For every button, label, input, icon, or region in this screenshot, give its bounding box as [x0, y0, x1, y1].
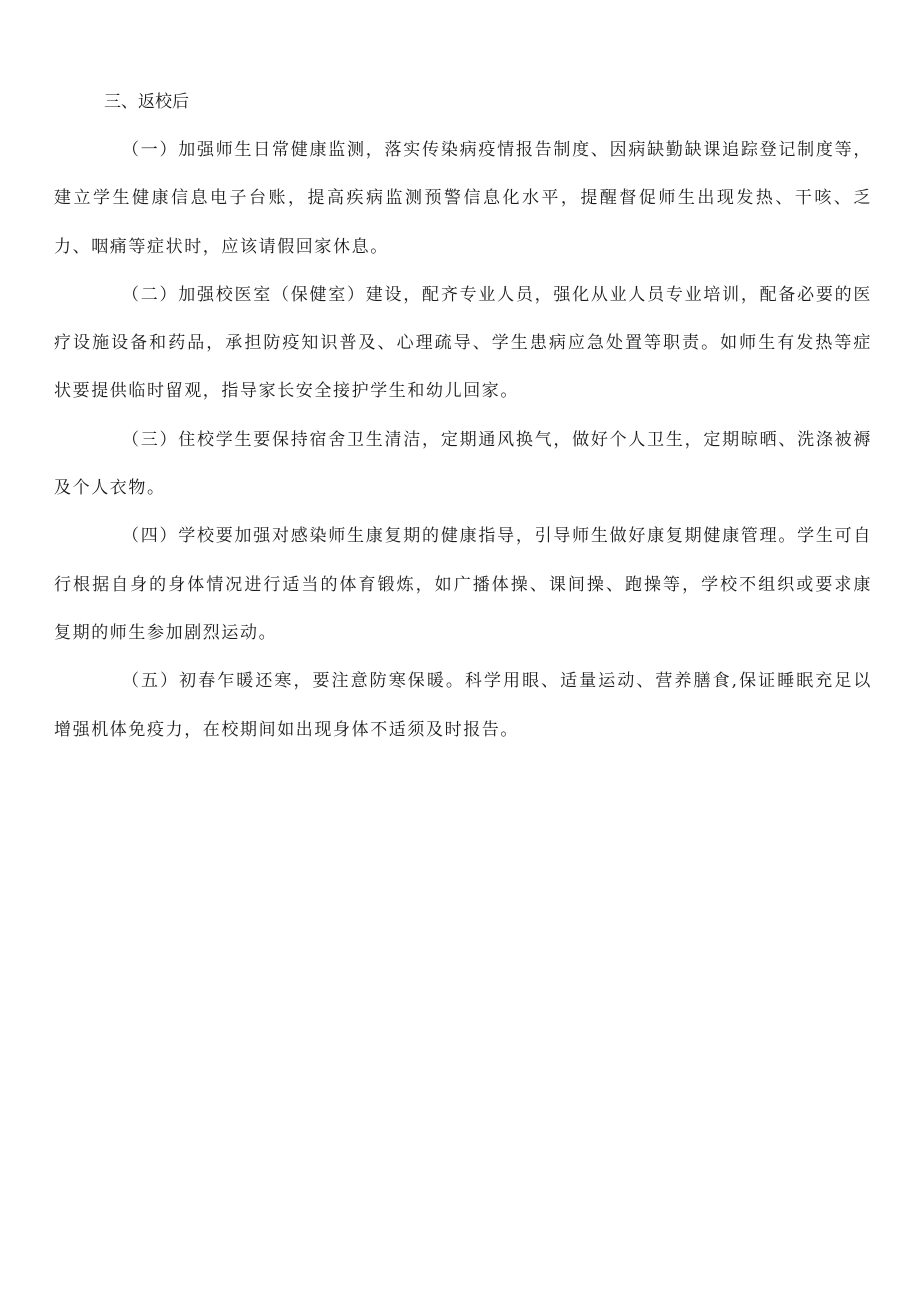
section-heading: 三、返校后 — [104, 92, 189, 112]
document-page — [54, 78, 872, 754]
paragraph-4: （四）学校要加强对感染师生康复期的健康指导，引导师生做好康复期健康管理。学生可自行根据自身的身体情况进行适当的体育锻炼，如广播体操、课间操、跑操等，学校不组织或要求康复期的师生参加剧烈运动。 — [54, 526, 872, 643]
paragraph-3: （三）住校学生要保持宿舍卫生清洁，定期通风换气，做好个人卫生，定期晾晒、洗涤被褥及个人衣物。 — [54, 429, 872, 499]
paragraph-5: （五）初春乍暖还寒，要注意防寒保暖。科学用眼、适量运动、营养膳食,保证睡眠充足以增强机体免疫力，在校期间如出现身体不适须及时报告。 — [54, 671, 872, 740]
paragraph-2: （二）加强校医室（保健室）建设，配齐专业人员，强化从业人员专业培训，配备必要的医疗设施设备和药品，承担防疫知识普及、心理疏导、学生患病应急处置等职责。如师生有发热等症状要提供临时留观，指导家长安全接护学生和幼儿回家。 — [54, 284, 872, 402]
paragraph-1: （一）加强师生日常健康监测，落实传染病疫情报告制度、因病缺勤缺课追踪登记制度等，建立学生健康信息电子台账，提高疾病监测预警信息化水平，提醒督促师生出现发热、干咳、乏力、咽痛等症状时，应该请假回家休息。 — [54, 140, 872, 257]
